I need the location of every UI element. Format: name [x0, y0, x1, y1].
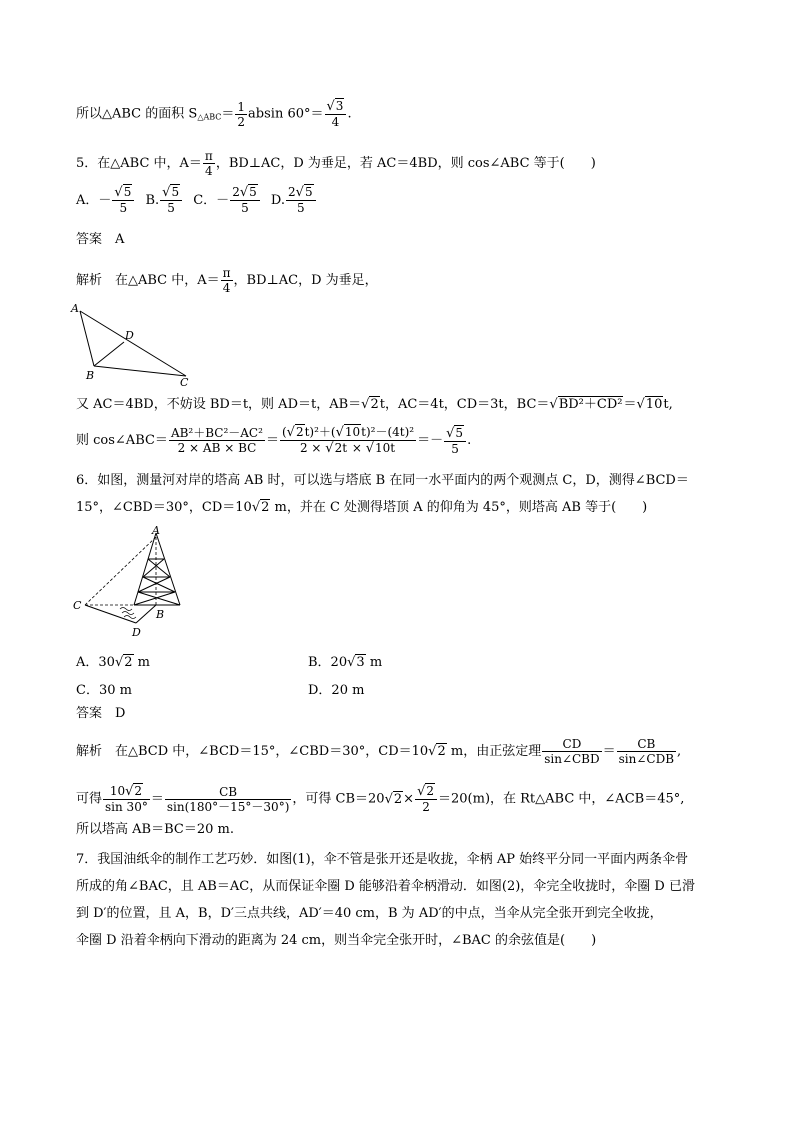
area-line: 所以△ABC 的面积 $S_{\triangle ABC}=$ $\frac{1}{2}$ absin 60°＝ $\frac{√3}{4}$ . — [76, 99, 352, 129]
q6-analysis-line2: 可得 $\frac{10√2}{\sin 30^\circ}$ ＝ $\frac{CB}{\sin(180^\circ-15^\circ-30^\circ)}$ ，可得 CB＝20√2× $\frac{√2}{2}$ ＝20(m)，在 Rt△ABC 中，∠ACB＝45°, — [76, 784, 685, 814]
q6-option-c: C．30 m — [76, 683, 132, 698]
tower-figure — [70, 525, 200, 640]
q5-option-c: C．－ $\frac{2√5}{5}$ — [193, 193, 261, 208]
equals-sign: ＝ — [221, 106, 235, 122]
q6-answer: 答案 D — [76, 706, 126, 721]
line-db — [136, 605, 156, 623]
q6-stem-line1: 6．如图，测量河对岸的塔高 AB 时，可以选与塔底 B 在同一水平面内的两个观测点 C，D，测得∠BCD＝ — [76, 473, 689, 488]
q5-stem: 5．在△ABC 中，A＝ $\frac{\pi}{4}$ ，BD⊥AC，D 为垂足，若 AC＝4BD，则 cos∠ABC 等于( ) — [76, 149, 596, 178]
label-b: B — [156, 608, 165, 621]
line-ca — [85, 537, 156, 605]
tower-structure — [134, 533, 180, 605]
q5-option-d: D. $\frac{2√5}{5}$ — [271, 193, 317, 208]
segment-bd — [94, 342, 124, 366]
fraction-pi-over-4: $\frac{\pi}{4}$ — [204, 149, 213, 178]
label-a: A — [152, 525, 160, 537]
area-text: 所以△ABC 的面积 S — [76, 106, 198, 122]
line-cd — [85, 605, 136, 623]
q6-option-a: A．30√2 m — [76, 655, 150, 670]
q6-option-d: D．20 m — [308, 683, 365, 698]
area-subscript: △ABC — [197, 112, 222, 122]
fraction-root3-over-4: $\frac{√3}{4}$ — [325, 100, 347, 128]
q5-analysis-line1: 解析 在△ABC 中，A＝ $\frac{\pi}{4}$ ，BD⊥AC，D 为垂足， — [76, 266, 378, 295]
label-d: D — [132, 626, 141, 639]
q5-analysis-step1: 又 AC＝4BD，不妨设 BD＝t，则 AD＝t，AB＝√2t，AC＝4t，CD＝3t，BC＝√BD²＋CD²＝√10t, — [76, 397, 673, 412]
q7-stem-line4: 伞圈 D 沿着伞柄向下滑动的距离为 24 cm，则当伞完全张开时，∠BAC 的余弦值是( ) — [76, 933, 597, 948]
q6-analysis-line3: 所以塔高 AB＝BC＝20 m. — [76, 822, 234, 837]
area-middle-text: absin 60°＝ — [248, 106, 324, 122]
label-c: C — [73, 599, 82, 612]
river-waves — [120, 608, 136, 619]
label-d: D — [125, 329, 134, 342]
label-a: A — [71, 302, 79, 315]
q5-option-a: A．－ $\frac{√5}{5}$ — [76, 193, 135, 208]
q5-option-b: B. $\frac{√5}{5}$ — [145, 193, 183, 208]
q6-option-b: B．20√3 m — [308, 655, 383, 670]
label-b: B — [86, 369, 95, 382]
q5-options — [76, 186, 317, 214]
side-ab — [80, 311, 94, 366]
label-c: C — [180, 376, 189, 389]
q7-stem-line1: 7．我国油纸伞的制作工艺巧妙．如图(1)，伞不管是张开还是收拢，伞柄 AP 始终平分同一平面内两条伞骨 — [76, 852, 689, 867]
q5-analysis-step2: 则 cos∠ABC＝ $\frac{\text{AB²＋BC²－AC²}}{2 \times AB \times BC}$ ＝ $\frac{\text{(√2t)²＋(√10t)²－(4t)²}}{2 \times √2t \times √10t}$ ＝－ $\frac{√5}{5}$ . — [76, 425, 472, 456]
q5-answer: 答案 A — [76, 232, 125, 247]
fraction-half: $\frac{1}{2}$ — [237, 99, 246, 129]
triangle-abc-figure — [68, 300, 198, 390]
q7-stem-line3: 到 D′的位置，且 A，B，D′三点共线，AD′＝40 cm，B 为 AD′的中点，当伞从完全张开到完全收拢， — [76, 906, 663, 921]
q7-stem-line2: 所成的角∠BAC，且 AB＝AC，从而保证伞圈 D 能够沿着伞柄滑动．如图(2)，伞完全收拢时，伞圈 D 已滑 — [76, 879, 695, 894]
q6-stem-line2: 15°，∠CBD＝30°，CD＝10√2 m，并在 C 处测得塔顶 A 的仰角为 45°，则塔高 AB 等于( ) — [76, 500, 648, 515]
q6-analysis-line1: 解析 在△BCD 中，∠BCD＝15°，∠CBD＝30°，CD＝10√2 m，由正弦定理 $\frac{CD}{\text{sin∠CBD}}$ ＝ $\frac{CB}{\text{sin∠CDB}}$ , — [76, 737, 682, 766]
